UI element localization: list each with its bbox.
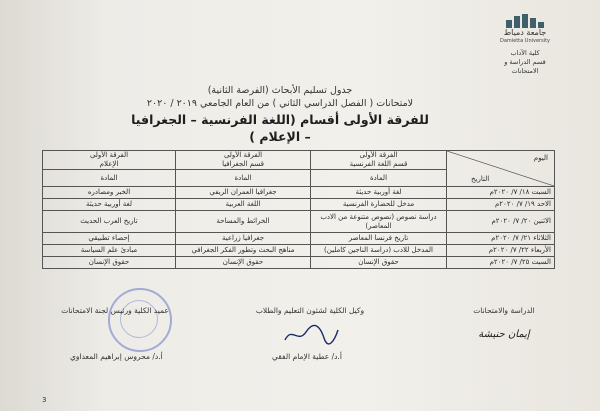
french-subject-cell: المدخل للادب (دراسة الناجين كاملين) — [311, 245, 447, 257]
group-header-line1: الفرقة الأولى — [89, 151, 129, 159]
table-header-row — [43, 151, 555, 170]
day-cell: الاثنين ٢٠/ ٧/ ٢٠٢٠م — [447, 211, 555, 233]
french-subject-cell: دراسة نصوص (نصوص متنوعة من الادب المعاصر) — [311, 211, 447, 233]
table-row — [43, 211, 555, 233]
group-header-line1: الفرقة الأولى — [223, 151, 263, 159]
studies-signature-block — [444, 306, 564, 340]
media-subject-cell: لغة أوربية حديثة — [43, 199, 176, 211]
day-cell: الاحد ١٩/ ٧/ ٢٠٢٠م — [447, 199, 555, 211]
group-header-line2: قسم الجغرافيا — [222, 160, 264, 168]
geography-subject-cell: اللغة العربية — [176, 199, 311, 211]
geography-subject-cell: جغرافيا زراعية — [176, 233, 311, 245]
vice-dean-title: وكيل الكلية لشئون التعليم والطلاب — [255, 306, 365, 315]
media-subject-cell: إحصاء تطبيقي — [43, 233, 176, 245]
dean-name: أ.د/ محروس إبراهيم المعداوي — [70, 352, 163, 361]
group-header-media — [43, 151, 176, 170]
university-name-en: Damietta University — [499, 38, 551, 44]
page-number: 3 — [42, 396, 47, 404]
geography-subject-cell: حقوق الإنسان — [176, 257, 311, 269]
schedule-table — [42, 150, 555, 269]
french-subject-cell: مدخل للحضارة الفرنسية — [311, 199, 447, 211]
studies-handwritten-signature: إيمان حنيشة — [478, 329, 530, 340]
subject-header: المادة — [176, 170, 311, 187]
day-cell: السبت ٢٥/ ٧/ ٢٠٢٠م — [447, 257, 555, 269]
university-name-ar: جامعة دمياط — [503, 28, 547, 37]
date-header-label: التاريخ — [471, 175, 490, 183]
table-row — [43, 187, 555, 199]
group-header-line2: قسم اللغة الفرنسية — [349, 160, 408, 168]
title-line-3: للفرقة الأولى أقسام (اللغة الفرنسية – الجغرافيا – الإعلام ) — [131, 112, 429, 144]
french-subject-cell: حقوق الإنسان — [311, 257, 447, 269]
dean-title: عميد الكلية ورئيس لجنة الامتحانات — [61, 306, 169, 315]
day-cell: الثلاثاء ٢١/ ٧/ ٢٠٢٠م — [447, 233, 555, 245]
subject-header: المادة — [311, 170, 447, 187]
department-name: قسم الدراسة و الامتحانات — [504, 58, 546, 75]
group-header-line1: الفرقة الأولى — [359, 151, 398, 159]
table-row — [43, 199, 555, 211]
day-header-label: اليوم — [533, 154, 548, 162]
media-subject-cell: تاريخ العرب الحديث — [43, 211, 176, 233]
media-subject-cell: مبادئ علم السياسة — [43, 245, 176, 257]
vice-dean-signature-block — [225, 306, 395, 351]
dean-signature-block — [40, 306, 190, 316]
faculty-name: كلية الآداب — [510, 49, 540, 57]
table-row — [43, 257, 555, 269]
studies-title: الدراسة والامتحانات — [473, 306, 535, 315]
university-logo — [490, 14, 560, 76]
title-line-2: لامتحانات ( الفصل الدراسي الثاني ) من العام الجامعي ٢٠١٩ / ٢٠٢٠ — [146, 98, 414, 109]
group-header-geography — [176, 151, 311, 170]
day-cell: السبت ١٨/ ٧/ ٢٠٢٠م — [447, 187, 555, 199]
media-subject-cell: حقوق الإنسان — [43, 257, 176, 269]
table-row — [43, 233, 555, 245]
media-subject-cell: الخبر ومصادره — [43, 187, 176, 199]
university-emblem-icon — [500, 14, 550, 28]
geography-subject-cell: الخرائط والمساحة — [176, 211, 311, 233]
group-header-line2: الإعلام — [99, 160, 119, 168]
group-header-french — [311, 151, 447, 170]
french-subject-cell: تاريخ فرنسا المعاصر — [311, 233, 447, 245]
french-subject-cell: لغة أوربية حديثة — [311, 187, 447, 199]
day-cell: الأربعاء ٢٢/ ٧/ ٢٠٢٠م — [447, 245, 555, 257]
title-block — [130, 84, 430, 145]
title-line-1: جدول تسليم الأبحاث (الفرصة الثانية) — [207, 85, 353, 96]
vice-dean-name: أ.د/ عطية الإمام الفقي — [272, 352, 342, 361]
vice-dean-signature-scribble — [280, 322, 340, 348]
day-date-header — [447, 151, 555, 187]
geography-subject-cell: مناهج البحث وتطور الفكر الجغرافي — [176, 245, 311, 257]
geography-subject-cell: جغرافيا العمران الريفي — [176, 187, 311, 199]
official-stamp — [108, 288, 172, 352]
table-row — [43, 245, 555, 257]
subject-header: المادة — [43, 170, 176, 187]
